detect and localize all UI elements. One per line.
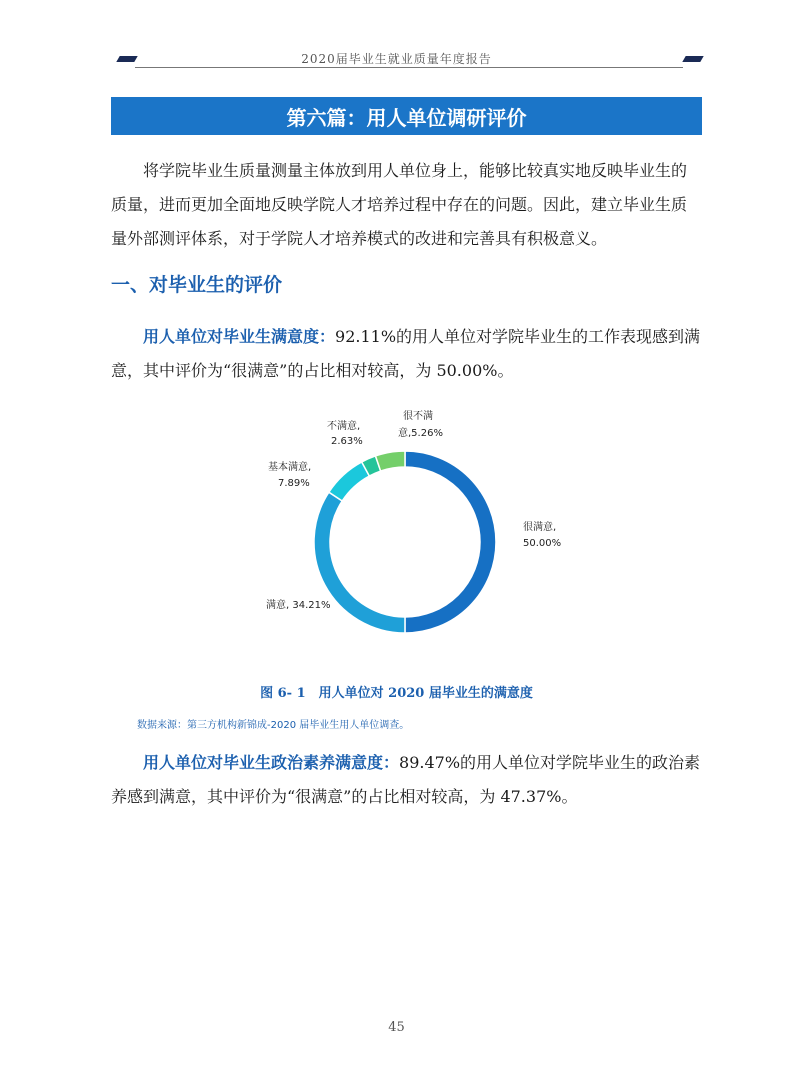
political-text: 89.47%的用人单位对学院毕业生的政治素养感到满意，其中评价为“很满意”的占比相对较高，为 47.37%。 (111, 753, 701, 806)
label-basic-satisfied-value: 7.89% (278, 478, 310, 489)
label-very-satisfied-name: 很满意, (523, 522, 557, 533)
data-source: 数据来源：第三方机构新锦成-2020 届毕业生用人单位调查。 (137, 720, 410, 731)
label-very-dissatisfied-name: 很不满 (403, 411, 433, 422)
section-title: 第六篇：用人单位调研评价 (111, 97, 702, 135)
label-dissatisfied-value: 2.63% (331, 436, 363, 447)
subsection-title: 一、对毕业生的评价 (111, 274, 283, 296)
header-rule (135, 67, 683, 68)
label-very-satisfied-value: 50.00% (523, 538, 562, 549)
slice-basic-satisfied (329, 462, 369, 501)
satisfaction-lead: 用人单位对毕业生满意度： (143, 327, 336, 346)
label-basic-satisfied-name: 基本满意, (268, 462, 312, 473)
slice-very-satisfied (405, 451, 496, 633)
page-header (0, 0, 793, 80)
label-satisfied: 满意, 34.21% (266, 600, 331, 611)
page-number: 45 (388, 1020, 405, 1035)
slice-satisfied (314, 492, 405, 633)
label-dissatisfied-name: 不满意, (327, 421, 361, 432)
slice-very-dissatisfied (375, 451, 405, 471)
satisfaction-donut-chart (200, 395, 600, 665)
label-very-dissatisfied-value: 意,5.26% (398, 428, 443, 439)
satisfaction-text: 92.11%的用人单位对学院毕业生的工作表现感到满意，其中评价为“很满意”的占比相对较高，为 50.00%。 (111, 327, 701, 380)
satisfaction-paragraph (111, 320, 702, 388)
figure-caption: 图 6- 1 用人单位对 2020 届毕业生的满意度 (260, 686, 533, 701)
intro-paragraph: 将学院毕业生质量测量主体放到用人单位身上，能够比较真实地反映毕业生的质量，进而更加全面地反映学院人才培养过程中存在的问题。因此，建立毕业生质量外部测评体系，对于学院人才培养模式的改进和完善具有积极意义。 (111, 161, 688, 248)
header-right-mark (682, 56, 703, 62)
header-title: 2020届毕业生就业质量年度报告 (301, 52, 492, 66)
political-paragraph (111, 746, 702, 814)
political-lead: 用人单位对毕业生政治素养满意度： (143, 753, 400, 772)
